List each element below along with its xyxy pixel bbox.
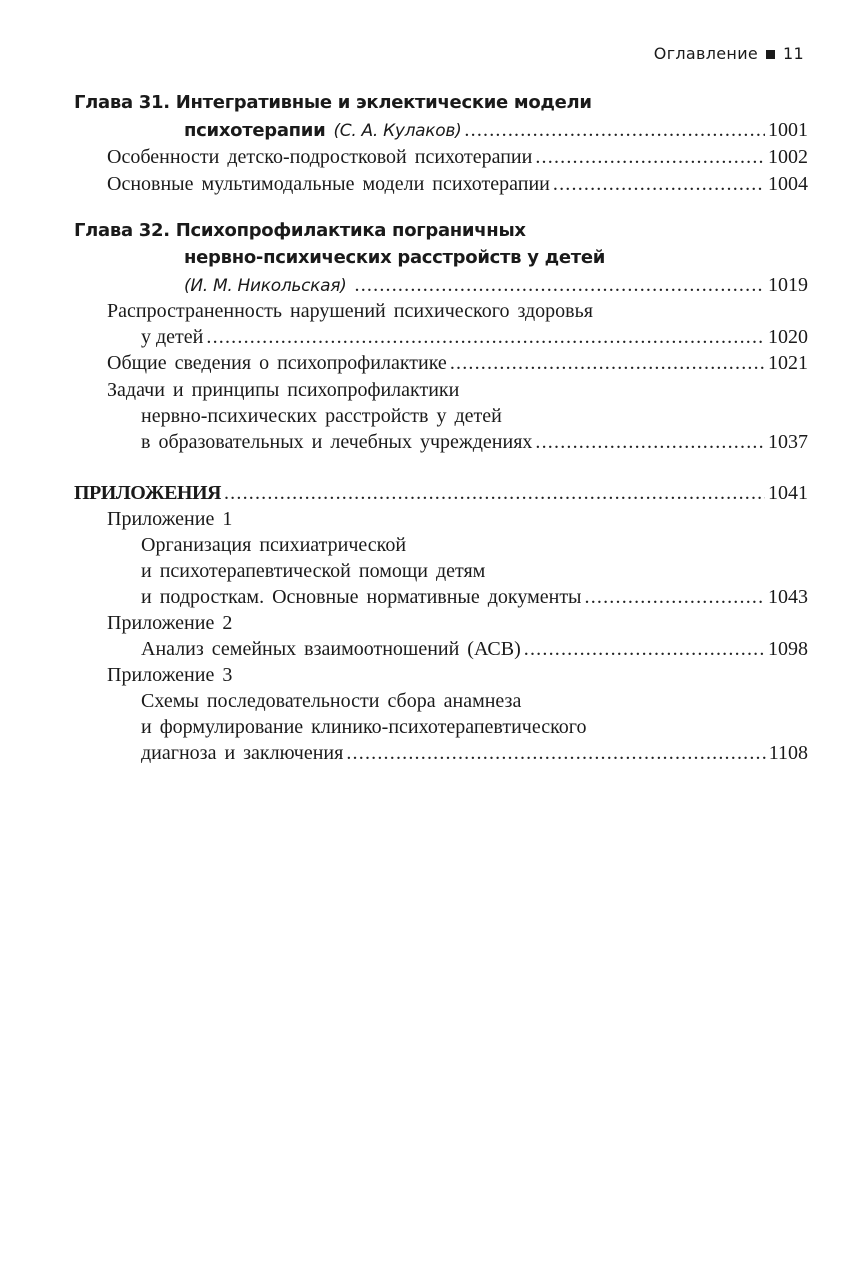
toc-entry-title: Основные мультимодальные модели психотерапии (107, 173, 550, 195)
appendix-1-label: Приложение 1 (107, 508, 233, 530)
toc-entry-title: Особенности детско-подростковой психотерапии (107, 146, 533, 168)
toc-entry-page: 1037 (768, 431, 808, 453)
leader-dots (450, 350, 765, 376)
leader-dots (355, 272, 765, 298)
leader-dots (224, 480, 765, 506)
toc-entry-title-line2: нервно-психических расстройств у детей (141, 405, 502, 427)
header-page-number: 11 (783, 44, 804, 63)
appendix-2-label: Приложение 2 (107, 612, 233, 634)
leader-dots (206, 324, 765, 350)
appendix-3-entry[interactable] (0, 740, 864, 766)
header-section-title: Оглавление (653, 44, 759, 63)
leader-dots (535, 429, 765, 455)
chapter-32-title-line1: Глава 32. Психопрофилактика пограничных (74, 220, 526, 241)
appendix-3-title-line2: и формулирование клинико-психотерапевтического (141, 716, 587, 738)
chapter-32-title-line2: нервно-психических расстройств у детей (184, 247, 606, 268)
toc-entry-page: 1020 (768, 326, 808, 348)
appendix-3-label: Приложение 3 (107, 664, 233, 686)
leader-dots (553, 171, 765, 197)
chapter-31-title-line1: Глава 31. Интегративные и эклектические модели (74, 92, 592, 113)
leader-dots (585, 584, 766, 610)
running-header (654, 44, 804, 63)
square-bullet-icon (766, 50, 775, 59)
appendix-1-page: 1043 (768, 586, 808, 608)
appendix-2-title: Анализ семейных взаимоотношений (АСВ) (141, 638, 521, 660)
appendix-3-title-line1: Схемы последовательности сбора анамнеза (141, 690, 522, 712)
appendix-3-page: 1108 (768, 742, 808, 764)
appendix-2-page: 1098 (768, 638, 808, 660)
chapter-31-page: 1001 (768, 119, 808, 141)
chapter-31-author: (С. А. Кулаков) (333, 121, 462, 141)
leader-dots (464, 117, 765, 143)
chapter-32-entry[interactable] (0, 272, 864, 298)
chapter-31-title-line2: психотерапии (184, 120, 326, 141)
toc-entry-title-line3: в образовательных и лечебных учреждениях (141, 431, 533, 453)
toc-entry-page: 1021 (768, 352, 808, 374)
toc-entry-page: 1004 (768, 173, 808, 195)
toc-entry-title: Общие сведения о психопрофилактике (107, 352, 447, 374)
leader-dots (346, 740, 765, 766)
toc-entry[interactable] (0, 324, 864, 350)
appendix-2-entry[interactable] (0, 636, 864, 662)
appendix-1-title-line2: и психотерапевтической помощи детям (141, 560, 486, 582)
chapter-32-page: 1019 (768, 274, 808, 296)
toc-entry[interactable] (0, 144, 864, 170)
toc-entry-title-line2: у детей (141, 326, 204, 348)
toc-entry-page: 1002 (768, 146, 808, 168)
appendix-3-title-line3: диагноза и заключения (141, 742, 344, 764)
appendix-1-title-line3: и подросткам. Основные нормативные документы (141, 586, 582, 608)
leader-dots (535, 144, 765, 170)
toc-entry-title-line1: Задачи и принципы психопрофилактики (107, 379, 460, 401)
appendix-1-entry[interactable] (0, 584, 864, 610)
appendices-entry[interactable] (0, 480, 864, 506)
appendix-1-title-line1: Организация психиатрической (141, 534, 407, 556)
toc-entry[interactable] (0, 171, 864, 197)
appendices-page: 1041 (768, 482, 808, 504)
leader-dots (524, 636, 765, 662)
toc-entry[interactable] (0, 350, 864, 376)
chapter-32-author: (И. М. Никольская) (184, 276, 347, 296)
chapter-31-entry[interactable] (0, 117, 864, 143)
toc-entry-title-line1: Распространенность нарушений психического здоровья (107, 300, 593, 322)
toc-entry[interactable] (0, 429, 864, 455)
appendices-title: ПРИЛОЖЕНИЯ (74, 482, 221, 504)
